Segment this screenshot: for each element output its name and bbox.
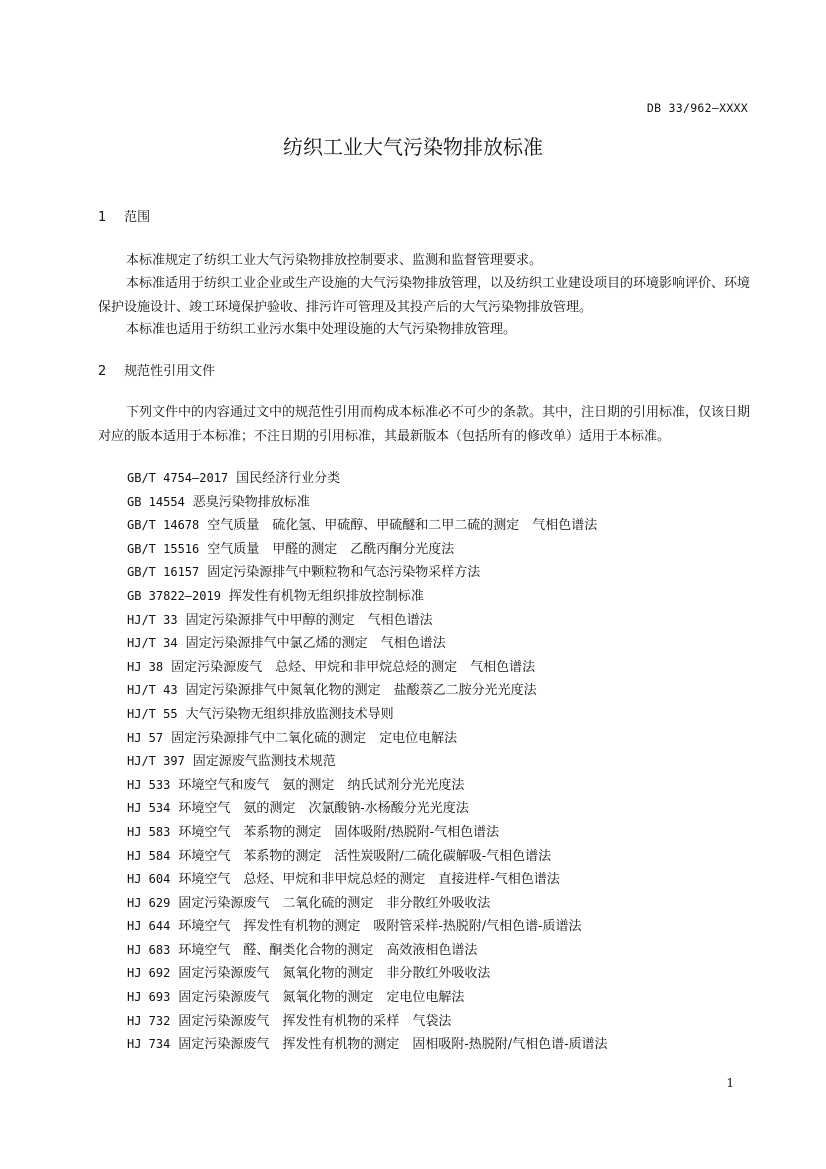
reference-item [127,986,608,1010]
reference-title: 固定污染源排气中二氧化硫的测定 定电位电解法 [171,730,458,746]
reference-item [127,585,608,609]
section-2-number: 2 [98,364,107,379]
reference-code: HJ 693 [127,990,171,1005]
reference-item [127,561,608,585]
reference-title: 固定污染源废气 氮氧化物的测定 定电位电解法 [178,990,465,1006]
reference-item [127,538,608,562]
reference-title: 挥发性有机物无组织排放控制标准 [228,588,424,604]
reference-code: HJ 584 [127,848,171,863]
reference-code: HJ 683 [127,942,171,957]
reference-code: HJ/T 34 [127,636,178,651]
reference-code: GB/T 16157 [127,565,200,580]
reference-item [127,703,608,727]
reference-title: 空气质量 硫化氢、甲硫醇、甲硫醚和二甲二硫的测定 气相色谱法 [207,518,598,534]
reference-title: 环境空气 苯系物的测定 固体吸附/热脱附-气相色谱法 [178,824,500,840]
reference-list [127,467,608,1057]
reference-code: HJ 732 [127,1013,171,1028]
reference-item [127,774,608,798]
reference-item [127,467,608,491]
reference-item [127,962,608,986]
reference-code: GB/T 4754—2017 [127,471,229,485]
reference-item [127,656,608,680]
reference-code: HJ/T 55 [127,706,178,721]
scope-paragraph-1: 本标准规定了纺织工业大气污染物排放控制要求、监测和监督管理要求。 [126,253,543,268]
reference-title: 固定污染源排气中氯乙烯的测定 气相色谱法 [185,636,446,652]
reference-item [127,679,608,703]
reference-item [127,1033,608,1057]
reference-code: HJ/T 397 [127,754,185,769]
reference-title: 环境空气 醛、酮类化合物的测定 高效液相色谱法 [178,942,478,958]
page-number: 1 [726,1076,734,1090]
section-1-number: 1 [98,210,107,225]
reference-title: 固定污染源排气中甲醇的测定 气相色谱法 [185,612,433,628]
reference-item [127,514,608,538]
document-title: 纺织工业大气污染物排放标准 [283,135,543,159]
reference-item [127,868,608,892]
reference-title: 固定污染源废气 总烃、甲烷和非甲烷总烃的测定 气相色谱法 [171,659,536,675]
reference-item [127,1010,608,1034]
reference-code: HJ 629 [127,895,171,910]
reference-title: 空气质量 甲醛的测定 乙酰丙酮分光度法 [207,541,455,557]
reference-title: 环境空气 总烃、甲烷和非甲烷总烃的测定 直接进样-气相色谱法 [178,872,560,888]
reference-title: 环境空气 挥发性有机物的测定 吸附管采样-热脱附/气相色谱-质谱法 [178,919,582,935]
reference-code: GB/T 14678 [127,518,200,533]
scope-paragraph-3: 本标准也适用于纺织工业污水集中处理设施的大气污染物排放管理。 [126,322,517,337]
reference-item [127,797,608,821]
reference-code: HJ 692 [127,966,171,981]
section-1-title: 范围 [124,210,151,225]
reference-code: HJ 38 [127,659,164,674]
reference-code: HJ 533 [127,777,171,792]
reference-code: HJ 734 [127,1037,171,1052]
reference-title: 大气污染物无组织排放监测技术导则 [185,706,394,722]
section-2-title: 规范性引用文件 [124,364,216,379]
reference-item [127,491,608,515]
reference-title: 固定污染源废气 二氧化硫的测定 非分散红外吸收法 [178,895,491,911]
reference-code: GB 14554 [127,494,185,509]
reference-item [127,915,608,939]
reference-code: HJ 604 [127,872,171,887]
reference-item [127,632,608,656]
reference-code: HJ 534 [127,801,171,816]
section-1-heading [98,206,150,225]
reference-code: GB 37822—2019 [127,588,221,603]
reference-item [127,821,608,845]
references-intro: 下列文件中的内容通过文中的规范性引用而构成本标准必不可少的条款。其中，注日期的引用标准，仅该日期对应的版本适用于本标准；不注日期的引用标准，其最新版本（包括所有的修改单）适用于本标准。 [98,405,751,444]
reference-title: 环境空气 苯系物的测定 活性炭吸附/二硫化碳解吸-气相色谱法 [178,848,552,864]
reference-code: GB/T 15516 [127,541,200,556]
reference-code: HJ 644 [127,919,171,934]
reference-title: 固定源废气监测技术规范 [192,754,336,770]
reference-title: 国民经济行业分类 [236,471,341,486]
scope-paragraph-2: 本标准适用于纺织工业企业或生产设施的大气污染物排放管理，以及纺织工业建设项目的环境影响评价、环境保护设施设计、竣工环境保护验收、排污许可管理及其投产后的大气污染物排放管理。 [98,276,751,315]
reference-title: 环境空气 氨的测定 次氯酸钠-水杨酸分光光度法 [178,801,469,817]
document-code: DB 33/962—XXXX [646,101,748,115]
reference-item [127,892,608,916]
reference-title: 固定污染源废气 氮氧化物的测定 非分散红外吸收法 [178,966,491,982]
reference-item [127,845,608,869]
reference-code: HJ 583 [127,824,171,839]
reference-title: 环境空气和废气 氨的测定 纳氏试剂分光光度法 [178,777,465,793]
reference-code: HJ 57 [127,730,164,745]
reference-title: 固定污染源排气中颗粒物和气态污染物采样方法 [207,565,481,581]
reference-title: 固定污染源排气中氮氧化物的测定 盐酸萘乙二胺分光光度法 [185,683,537,699]
reference-code: HJ/T 33 [127,612,178,627]
reference-item [127,939,608,963]
section-2-heading [98,360,215,379]
reference-title: 恶臭污染物排放标准 [192,494,310,510]
reference-title: 固定污染源废气 挥发性有机物的采样 气袋法 [178,1013,452,1029]
reference-item [127,750,608,774]
reference-code: HJ/T 43 [127,683,178,698]
reference-title: 固定污染源废气 挥发性有机物的测定 固相吸附-热脱附/气相色谱-质谱法 [178,1037,608,1053]
reference-item [127,609,608,633]
reference-item [127,727,608,751]
